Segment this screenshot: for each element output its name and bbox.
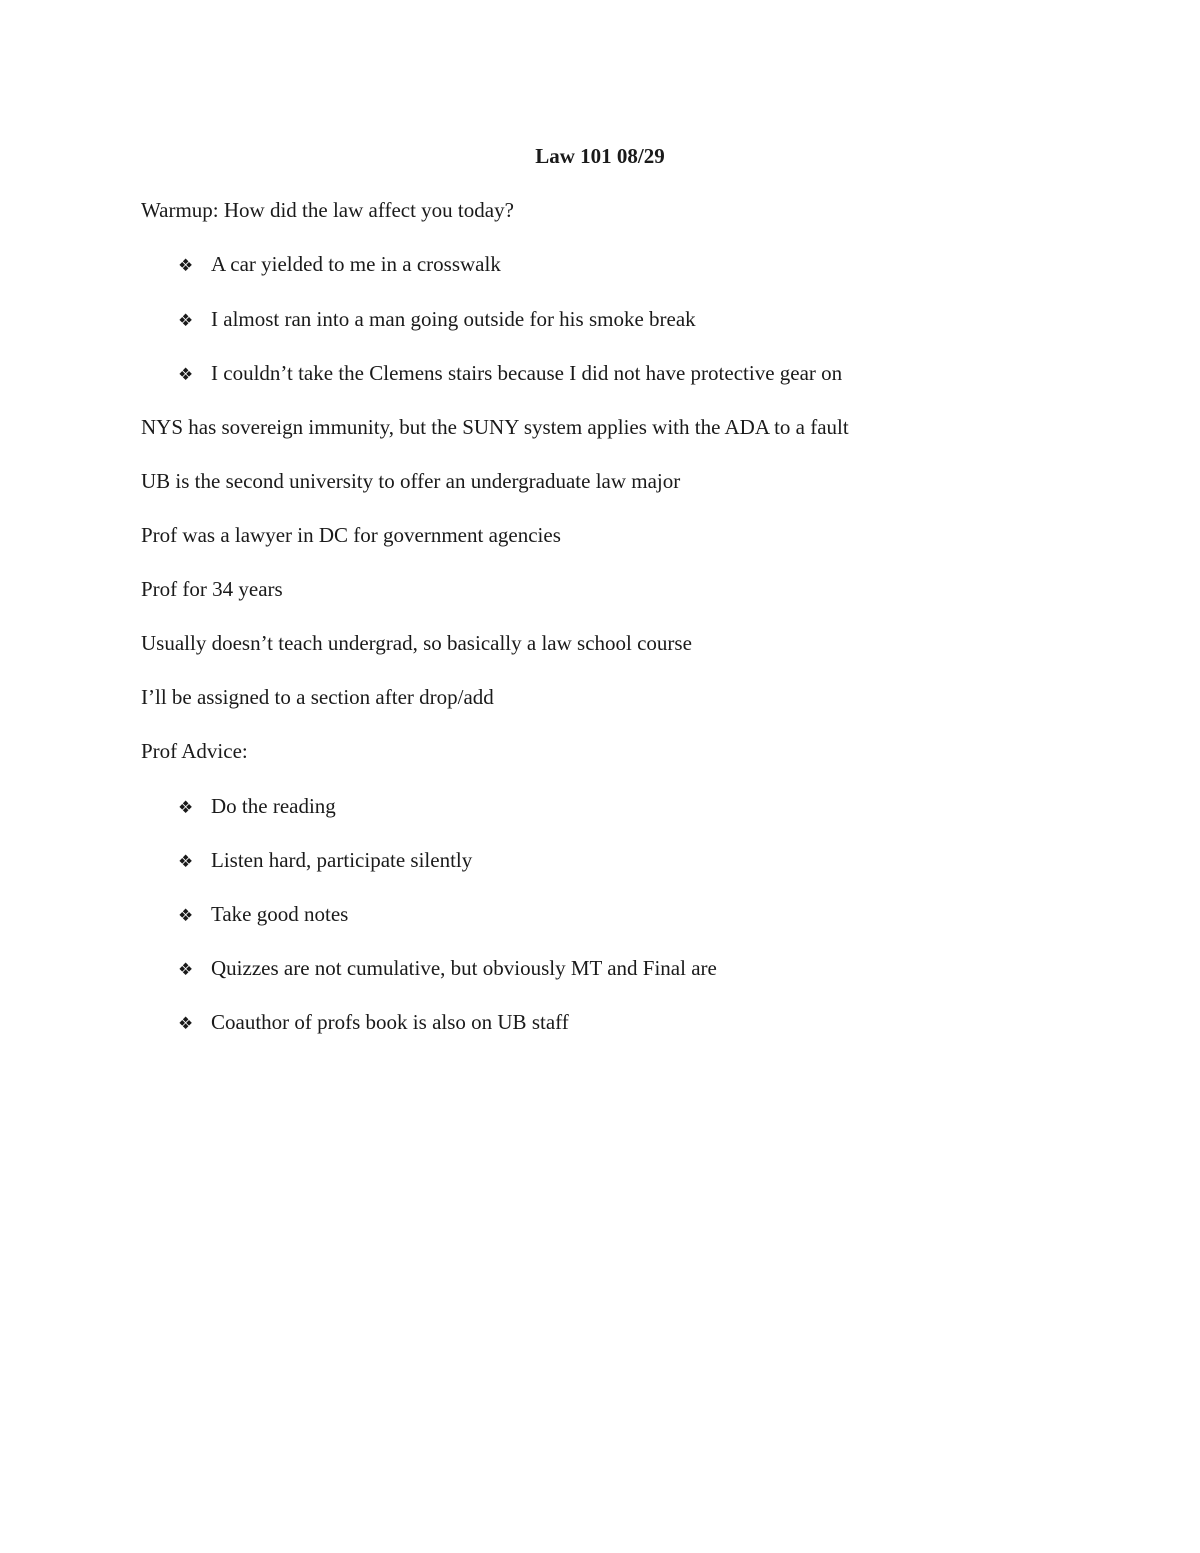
advice-item-text: Take good notes — [211, 902, 349, 926]
advice-item-text: Listen hard, participate silently — [211, 848, 473, 872]
advice-item-text: Quizzes are not cumulative, but obviously MT and Final are — [211, 956, 717, 980]
diamond-bullet-icon: ❖ — [178, 311, 194, 330]
note-line: Prof was a lawyer in DC for government agencies — [141, 523, 561, 547]
warmup-item — [178, 304, 696, 336]
advice-item — [178, 899, 348, 931]
warmup-item-text: A car yielded to me in a crosswalk — [211, 252, 501, 276]
note-line: Usually doesn’t teach undergrad, so basically a law school course — [141, 631, 692, 655]
diamond-bullet-icon: ❖ — [178, 1014, 194, 1033]
advice-item — [178, 953, 717, 985]
advice-item — [178, 845, 472, 877]
document-title: Law 101 08/29 — [535, 144, 665, 168]
advice-heading: Prof Advice: — [141, 739, 248, 763]
note-line: I’ll be assigned to a section after drop/add — [141, 685, 494, 709]
advice-item-text: Do the reading — [211, 794, 336, 818]
advice-item — [178, 1007, 569, 1039]
warmup-item-text: I couldn’t take the Clemens stairs because I did not have protective gear on — [211, 361, 843, 385]
diamond-bullet-icon: ❖ — [178, 256, 194, 275]
warmup-item — [178, 249, 501, 281]
diamond-bullet-icon: ❖ — [178, 852, 194, 871]
warmup-heading: Warmup: How did the law affect you today? — [141, 198, 514, 222]
diamond-bullet-icon: ❖ — [178, 906, 194, 925]
advice-item-text: Coauthor of profs book is also on UB staff — [211, 1010, 569, 1034]
diamond-bullet-icon: ❖ — [178, 365, 194, 384]
note-line: NYS has sovereign immunity, but the SUNY system applies with the ADA to a fault — [141, 415, 849, 439]
diamond-bullet-icon: ❖ — [178, 960, 194, 979]
advice-item — [178, 791, 336, 823]
note-line: UB is the second university to offer an undergraduate law major — [141, 469, 681, 493]
warmup-item-text: I almost ran into a man going outside for his smoke break — [211, 307, 696, 331]
warmup-item — [178, 358, 842, 390]
diamond-bullet-icon: ❖ — [178, 798, 194, 817]
note-line: Prof for 34 years — [141, 577, 283, 601]
